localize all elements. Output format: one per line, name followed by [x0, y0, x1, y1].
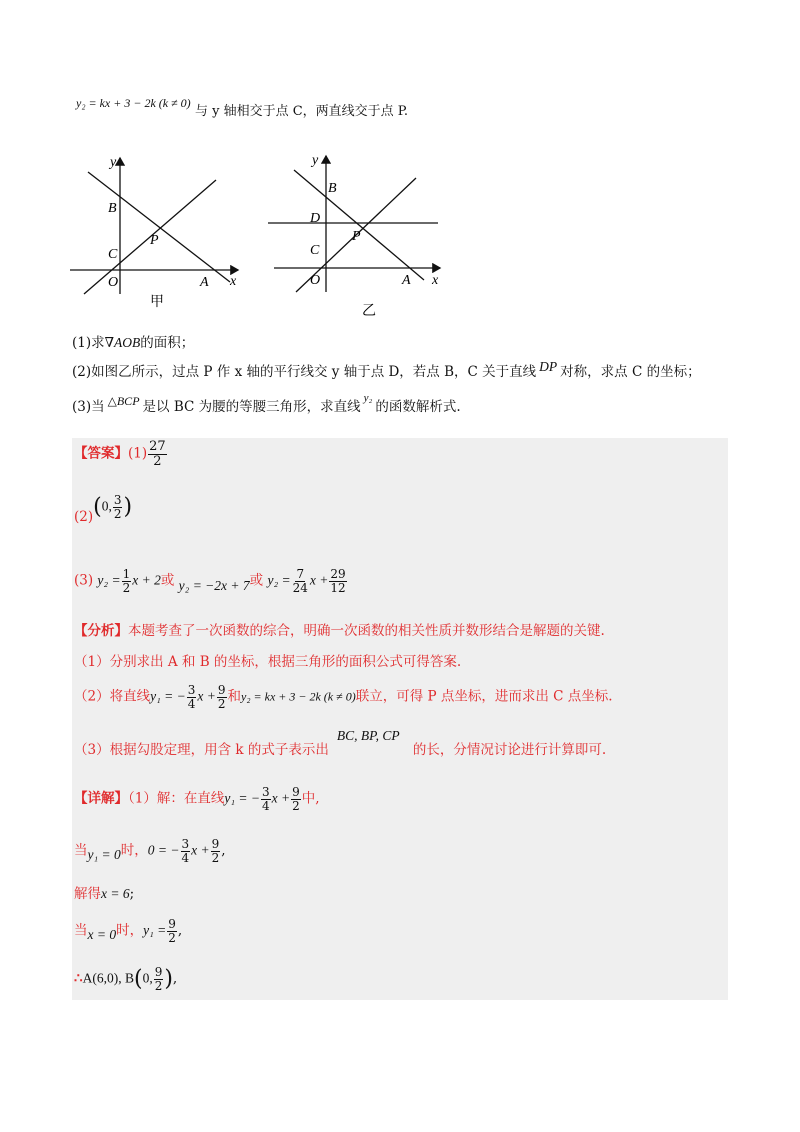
answer-tag: 【答案】	[74, 445, 128, 462]
detail-line-3: 解得x = 6;	[74, 886, 135, 902]
label-x: x	[230, 274, 237, 289]
question-3: (3)当 △BCP 是以 BC 为腰的等腰三角形，求直线$^{y_2}$的函数解析式.	[72, 392, 461, 415]
question-1: (1)求∇AOB的面积；	[72, 335, 195, 351]
question-2: (2)如图乙所示，过点 P 作 x 轴的平行线交 y 轴于点 D，若点 B，C 关于直线 DP 对称，求点 C 的坐标；	[72, 359, 701, 380]
answer-line-1: 【答案】(1) $\frac{27}{2}$	[74, 439, 166, 469]
detail-line-5: ∴A(6,0), B(0, $\frac{9}{2}$ ),	[74, 965, 178, 993]
detail-line-4: 当x = 0时，y₁ = $\frac{9}{2}$ ,	[74, 917, 183, 945]
analysis-tag: 【分析】	[74, 623, 128, 639]
label-B: B	[108, 201, 117, 216]
detail-line-1: 【详解】（1）解：在直线y₁ = − $\frac{3}{4}$ x + $\frac{9}{2}$ 中,	[74, 785, 320, 813]
detail-line-2: 当y₁ = 0时，0 = − $\frac{3}{4}$ x + $\frac{9}{2}$ ,	[74, 837, 226, 865]
analysis-line: 【分析】本题考查了一次函数的综合，明确一次函数的相关性质并数形结合是解题的关键.	[74, 623, 605, 639]
label-P: P	[150, 233, 159, 248]
label-B: B	[328, 181, 337, 196]
label-x: x	[432, 273, 439, 288]
intro-formula: y₂ = kx + 3 − 2k (k ≠ 0)	[76, 96, 191, 110]
intro-text: 与 y 轴相交于点 C，两直线交于点 P.	[194, 104, 409, 119]
label-O: O	[310, 273, 321, 288]
line-y1	[88, 172, 230, 282]
label-y: y	[110, 155, 117, 170]
label-A: A	[402, 273, 411, 288]
answer-line-2: (2)(0, $\frac{3}{2}$ )	[74, 493, 133, 525]
label-D: D	[310, 211, 321, 226]
label-C: C	[108, 247, 118, 262]
analysis-step-1: （1）分别求出 A 和 B 的坐标，根据三角形的面积公式可得答案.	[74, 654, 462, 670]
label-A: A	[200, 275, 209, 290]
solution-panel	[72, 438, 728, 1000]
analysis-step-2: （2）将直线y₁ = − $\frac{3}{4}$ x + $\frac{9}{2}$ 和y₂ = kx + 3 − 2k (k ≠ 0)联立，可得 P 点坐标，进而求出 C 点坐标.	[74, 683, 613, 711]
detail-tag: 【详解】	[74, 790, 128, 807]
label-P: P	[352, 229, 361, 244]
answer-line-3: (3) y₂ = $\frac{1}{2}$ x + 2或 y₂ = −2x + 7或 y₂ = $\frac{7}{24}$ x + $\frac{29}{12}$	[74, 567, 346, 595]
caption-yi: 乙	[362, 304, 376, 319]
answer-1-fraction: $\frac{27}{2}$	[149, 439, 166, 469]
caption-jia: 甲	[150, 295, 164, 310]
figure-yi	[262, 150, 448, 320]
figure-jia	[66, 152, 252, 310]
intro-line	[76, 96, 409, 119]
label-y: y	[312, 153, 319, 168]
label-O: O	[108, 275, 119, 290]
triangle-AOB: ∇AOB	[104, 335, 141, 350]
label-C: C	[310, 243, 320, 258]
analysis-step-3: （3）根据勾股定理，用含 k 的式子表示出BC, BP, CP的长，分情况讨论进行计算即可.	[74, 728, 607, 758]
